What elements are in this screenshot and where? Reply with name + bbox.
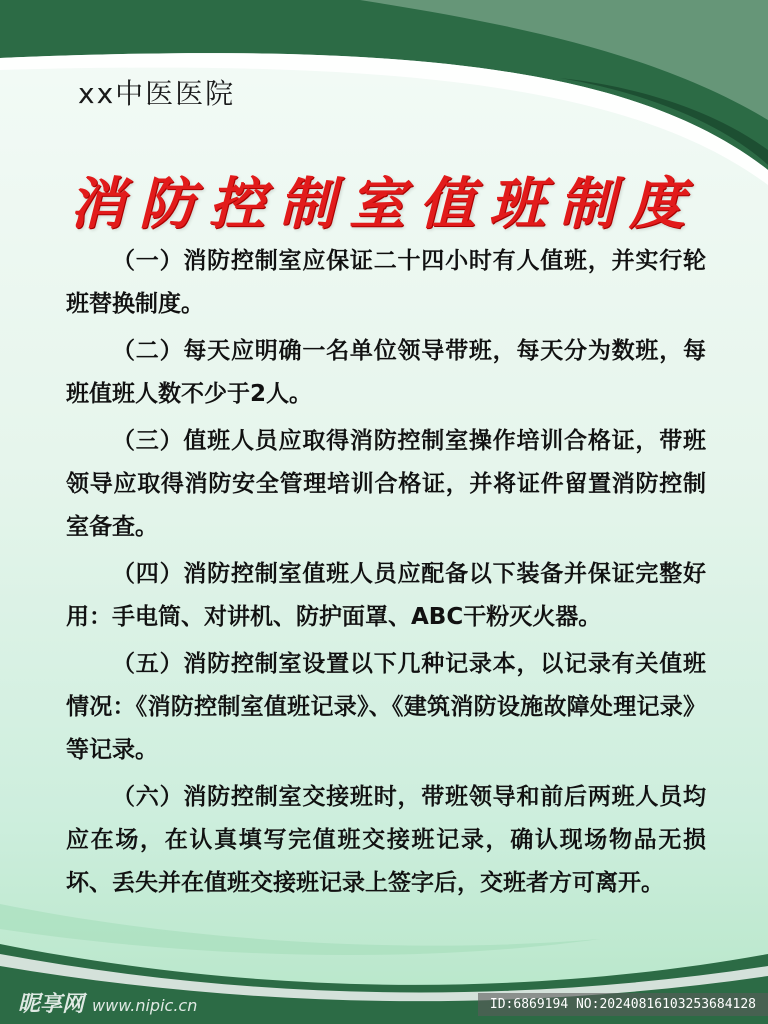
regulation-item-2: （二）每天应明确一名单位领导带班，每天分为数班，每班值班人数不少于2人。 [66,338,706,407]
hospital-name: xx中医医院 [78,77,236,110]
image-id-label: ID:6869194 NO:20240816103253684128 [478,993,768,1016]
regulation-item-5: （五）消防控制室设置以下几种记录本，以记录有关值班情况：《消防控制室值班记录》、《建筑消防设施故障处理记录》等记录。 [66,651,706,763]
regulation-item-1: （一）消防控制室应保证二十四小时有人值班，并实行轮班替换制度。 [66,248,706,317]
watermark-url: www.nipic.cn [92,996,198,1015]
regulation-item-4: （四）消防控制室值班人员应配备以下装备并保证完整好用：手电筒、对讲机、防护面罩、ABC干粉灭火器。 [66,561,706,630]
watermark-logo [18,987,197,1018]
regulation-body [66,240,706,909]
regulation-item-3: （三）值班人员应取得消防控制室操作培训合格证，带班领导应取得消防安全管理培训合格证，并将证件留置消防控制室备查。 [66,428,706,540]
regulation-item-6: （六）消防控制室交接班时，带班领导和前后两班人员均应在场，在认真填写完值班交接班记录，确认现场物品无损坏、丢失并在值班交接班记录上签字后，交班者方可离开。 [66,784,706,896]
watermark-logo-text: 昵享网 [18,992,85,1017]
page-title: 消防控制室值班制度 [69,171,699,237]
